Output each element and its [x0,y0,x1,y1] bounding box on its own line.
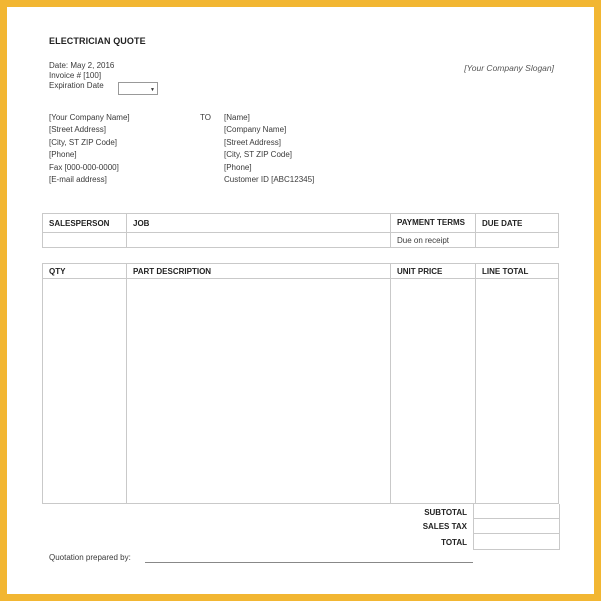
document-page [7,7,594,594]
quote-date: Date: May 2, 2016 [49,61,115,70]
from-fax: Fax [000-000-0000] [49,163,119,172]
to-city: [City, ST ZIP Code] [224,150,293,159]
invoice-number: Invoice # [100] [49,71,102,80]
document-title: ELECTRICIAN QUOTE [49,36,146,46]
from-email: [E-mail address] [49,175,107,184]
header-due-date: DUE DATE [476,214,559,233]
salesperson-cell[interactable] [43,233,127,248]
prepared-by-label: Quotation prepared by: [49,553,131,562]
header-qty: QTY [43,264,127,279]
items-table [42,263,559,504]
subtotal-label: SUBTOTAL [424,508,467,517]
header-line-total: LINE TOTAL [476,264,559,279]
total-label: TOTAL [441,538,467,547]
expiration-label: Expiration Date [49,81,104,90]
to-phone: [Phone] [224,163,252,172]
header-part-description: PART DESCRIPTION [127,264,391,279]
info-table [42,213,559,248]
subtotal-value[interactable] [473,504,560,519]
from-street: [Street Address] [49,125,106,134]
from-company-name: [Your Company Name] [49,113,130,122]
company-slogan: [Your Company Slogan] [464,63,554,73]
to-label: TO [200,113,211,122]
sales-tax-label: SALES TAX [422,522,467,531]
header-salesperson: SALESPERSON [43,214,127,233]
from-city: [City, ST ZIP Code] [49,138,118,147]
to-customer-id: Customer ID [ABC12345] [224,175,315,184]
total-value[interactable] [473,534,560,550]
job-cell[interactable] [127,233,391,248]
dropdown-arrow-icon: ▼ [150,87,155,93]
to-name: [Name] [224,113,250,122]
prepared-by-signature-line[interactable] [145,562,473,563]
qty-column-cell[interactable] [43,279,127,504]
from-phone: [Phone] [49,150,77,159]
due-date-cell[interactable] [476,233,559,248]
part-description-column-cell[interactable] [127,279,391,504]
expiration-date-dropdown[interactable] [118,82,158,95]
header-unit-price: UNIT PRICE [391,264,476,279]
to-street: [Street Address] [224,138,281,147]
header-payment-terms: PAYMENT TERMS [391,214,476,233]
line-total-column-cell[interactable] [476,279,559,504]
header-job: JOB [127,214,391,233]
sales-tax-value[interactable] [473,519,560,534]
payment-terms-cell[interactable]: Due on receipt [391,233,476,248]
to-company: [Company Name] [224,125,287,134]
unit-price-column-cell[interactable] [391,279,476,504]
